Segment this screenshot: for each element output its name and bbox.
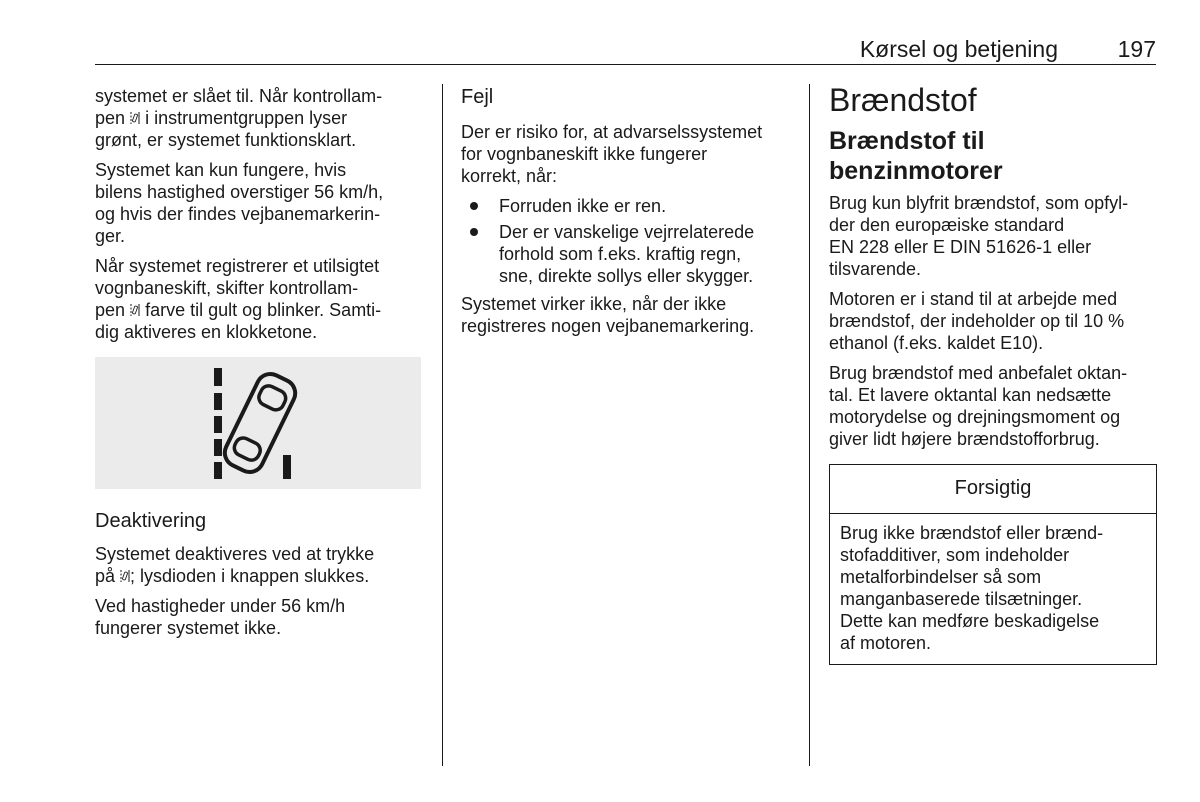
text-line: bilens hastighed overstiger 56 km/h, [95, 182, 384, 202]
text-line: ethanol (f.eks. kaldet E10). [829, 333, 1044, 353]
text-line: Der er vanskelige vejrrelaterede [499, 222, 755, 242]
list-item [461, 195, 796, 217]
caution-box [829, 464, 1157, 665]
text-line: grønt, er systemet funktionsklart. [95, 130, 357, 150]
text-line: giver lidt højere brændstofforbrug. [829, 429, 1100, 449]
text-line: Dette kan medføre beskadigelse [840, 611, 1100, 631]
bullet-icon [470, 228, 478, 236]
text-line: Når systemet registrerer et utilsigtet [95, 256, 380, 276]
text-line: Motoren er i stand til at arbejde med [829, 289, 1118, 309]
paragraph [461, 121, 796, 187]
text-line: Systemet deaktiveres ved at trykke [95, 544, 375, 564]
text-line: Brug ikke brændstof eller brænd- [840, 523, 1104, 543]
paragraph [95, 85, 425, 151]
lane-keep-assist-icon [130, 303, 140, 317]
text-line: motorydelse og drejningsmoment og [829, 407, 1121, 427]
text-line: tilsvarende. [829, 259, 922, 279]
lane-marking-solid [283, 455, 291, 479]
paragraph [95, 159, 425, 247]
text-line: stofadditiver, som indeholder [840, 545, 1070, 565]
text-line: registreres nogen vejbanemarkering. [461, 316, 755, 336]
text-line: Brug brændstof med anbefalet oktan- [829, 363, 1128, 383]
text-line: i instrumentgruppen lyser [145, 108, 348, 128]
text-line: brændstof, der indeholder op til 10 % [829, 311, 1125, 331]
text-line: vognbaneskift, skifter kontrollam- [95, 278, 359, 298]
caution-text [830, 514, 1156, 664]
text-line: forhold som f.eks. kraftig regn, [499, 244, 742, 264]
lane-keep-assist-icon [120, 569, 130, 583]
paragraph [95, 255, 425, 343]
paragraph [829, 288, 1157, 354]
text-line: pen [95, 300, 126, 320]
bullet-icon [470, 202, 478, 210]
text-line: manganbaserede tilsætninger. [840, 589, 1083, 609]
deactivation-heading: Deaktivering [95, 510, 207, 532]
page-header-title: Kørsel og betjening [859, 36, 1058, 62]
text-line: sne, direkte sollys eller skygger. [499, 266, 754, 286]
text-line: der den europæiske standard [829, 215, 1065, 235]
text-line: Brug kun blyfrit brændstof, som opfyl- [829, 193, 1129, 213]
text-line: ; lysdioden i knappen slukkes. [130, 566, 370, 586]
paragraph [829, 362, 1157, 450]
page-number: 197 [1117, 36, 1156, 62]
chapter-title: Brændstof [829, 82, 977, 118]
text-line: korrekt, når: [461, 166, 558, 186]
text-line: og hvis der findes vejbanemarkerin- [95, 204, 381, 224]
lane-marking-dashed [214, 368, 222, 479]
fault-list [461, 195, 796, 287]
paragraph [461, 293, 796, 337]
text-line: Ved hastigheder under 56 km/h [95, 596, 346, 616]
header-rule [95, 64, 1156, 65]
text-line: dig aktiveres en klokketone. [95, 322, 318, 342]
column-divider-1 [442, 84, 443, 766]
paragraph [829, 192, 1157, 280]
caution-title: Forsigtig [830, 465, 1156, 514]
middle-column [461, 85, 796, 345]
paragraph [95, 595, 425, 639]
right-column [829, 82, 1157, 665]
left-column [95, 85, 425, 647]
text-line: tal. Et lavere oktantal kan nedsætte [829, 385, 1112, 405]
text-line: fungerer systemet ikke. [95, 618, 282, 638]
text-line: Systemet virker ikke, når der ikke [461, 294, 727, 314]
text-line: pen [95, 108, 126, 128]
lane-keep-assist-icon [130, 111, 140, 125]
text-line: ger. [95, 226, 126, 246]
text-line: Systemet kan kun fungere, hvis [95, 160, 347, 180]
paragraph [95, 543, 425, 587]
text-line: metalforbindelser så som [840, 567, 1042, 587]
text-line: for vognbaneskift ikke fungerer [461, 144, 708, 164]
column-divider-2 [809, 84, 810, 766]
section-title: Brændstof til benzinmotorer [829, 127, 1003, 185]
text-line: Der er risiko for, at advarselssystemet [461, 122, 763, 142]
text-line: Forruden ikke er ren. [499, 196, 667, 216]
list-item [461, 221, 796, 287]
text-line: EN 228 eller E DIN 51626-1 eller [829, 237, 1092, 257]
lane-keep-assist-illustration [95, 357, 421, 489]
text-line: systemet er slået til. Når kontrollam- [95, 86, 383, 106]
fault-heading: Fejl [461, 86, 494, 108]
text-line: af motoren. [840, 633, 932, 653]
text-line: farve til gult og blinker. Samti- [145, 300, 382, 320]
text-line: på [95, 566, 116, 586]
